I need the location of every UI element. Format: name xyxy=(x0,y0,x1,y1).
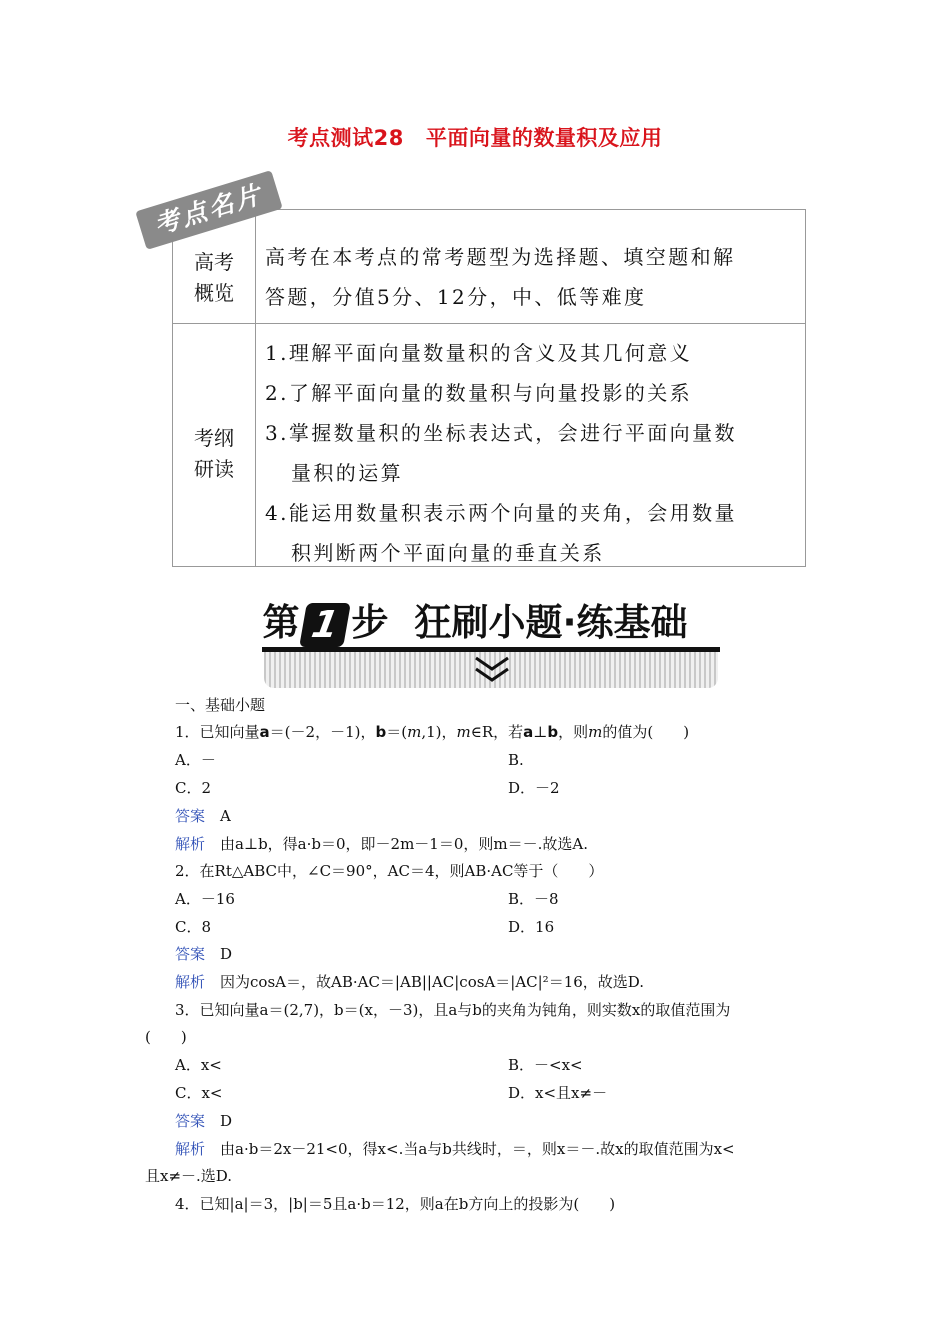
content-line: 量积的运算 xyxy=(291,461,403,485)
content-line: 答题，分值5分、12分，中、低等难度 xyxy=(265,285,647,309)
row-overview-content xyxy=(265,237,799,317)
content-line: 2.了解平面向量的数量积与向量投影的关系 xyxy=(265,381,693,405)
question-2-explanation xyxy=(175,972,644,992)
explanation-label: 解析 xyxy=(175,835,206,853)
question-1-stem xyxy=(175,722,689,742)
question-3-explanation-cont: 且x≠－.选D. xyxy=(145,1167,233,1185)
explanation-label: 解析 xyxy=(175,973,206,991)
text: 1．已知向量 xyxy=(175,723,260,741)
text: 的值为( ) xyxy=(602,723,690,741)
text: ⊥ xyxy=(533,723,548,741)
question-1-option-a: A．－ xyxy=(175,751,216,769)
question-3-stem: 3．已知向量a＝(2,7)，b＝(x，－3)，且a与b的夹角为钝角，则实数x的取值范围为 xyxy=(175,1001,731,1019)
section-badge: 考点名片 xyxy=(135,170,282,250)
banner-post: 步 xyxy=(351,601,389,644)
head-line: 考纲 xyxy=(194,426,234,450)
explanation-label: 解析 xyxy=(175,1140,206,1158)
head-line: 概览 xyxy=(194,281,234,305)
question-3-option-d: D．x<且x≠－ xyxy=(508,1084,608,1102)
question-3-option-c: C．x< xyxy=(175,1084,223,1102)
answer-label: 答案 xyxy=(175,945,206,963)
text: b xyxy=(547,723,559,741)
content-line: 4.能运用数量积表示两个向量的夹角，会用数量 xyxy=(265,501,737,525)
question-3-explanation xyxy=(175,1139,735,1159)
question-1-option-c: C．2 xyxy=(175,779,212,797)
content-line: 高考在本考点的常考题型为选择题、填空题和解 xyxy=(265,245,736,269)
row-overview xyxy=(173,210,805,324)
question-1-explanation xyxy=(175,834,588,854)
question-2-option-b: B．－8 xyxy=(508,890,559,908)
text: a xyxy=(523,723,534,741)
title-left: 考点测试28 xyxy=(287,126,404,150)
question-3-stem-cont: ( ) xyxy=(145,1028,187,1046)
text: a xyxy=(259,723,270,741)
title-right: 平面向量的数量积及应用 xyxy=(425,126,663,150)
row-syllabus-head xyxy=(173,423,255,485)
answer-value: D xyxy=(220,1112,233,1130)
question-3-option-b: B．－<x< xyxy=(508,1056,583,1074)
double-chevron-down-icon xyxy=(470,655,514,685)
question-2-option-c: C．8 xyxy=(175,918,212,936)
text: m xyxy=(456,723,471,741)
question-2-option-a: A．－16 xyxy=(175,890,235,908)
page-title xyxy=(0,122,950,152)
text: ＝(－2，－1)， xyxy=(269,723,376,741)
explanation-text: 因为cosA＝，故AB·AC＝|AB||AC|cosA＝|AC|²＝16，故选D. xyxy=(220,973,645,991)
text: m xyxy=(407,723,422,741)
column-divider xyxy=(255,323,256,566)
text: b xyxy=(375,723,387,741)
question-2-stem: 2．在Rt△ABC中，∠C＝90°，AC＝4，则AB·AC等于（ ） xyxy=(175,862,604,880)
answer-value: A xyxy=(220,807,231,825)
text: ＝( xyxy=(386,723,408,741)
question-2-answer xyxy=(175,944,232,964)
question-3-option-a: A．x< xyxy=(175,1056,222,1074)
step-banner xyxy=(0,600,950,647)
question-1-answer xyxy=(175,806,231,826)
row-syllabus xyxy=(173,323,805,566)
banner-pre: 第 xyxy=(262,601,300,644)
explanation-text: 由a⊥b，得a·b＝0，即－2m－1＝0，则m＝－.故选A. xyxy=(220,835,588,853)
column-divider xyxy=(255,210,256,323)
answer-label: 答案 xyxy=(175,1112,206,1130)
question-1-option-d: D．－2 xyxy=(508,779,560,797)
content-line: 积判断两个平面向量的垂直关系 xyxy=(291,541,605,565)
head-line: 高考 xyxy=(194,250,234,274)
section-heading: 一、基础小题 xyxy=(175,696,266,714)
question-2-option-d: D．16 xyxy=(508,918,555,936)
text: m xyxy=(588,723,603,741)
explanation-text: 由a·b＝2x－21<0，得x<.当a与b共线时，＝，则x＝－.故x的取值范围为x< xyxy=(220,1140,735,1158)
banner-text: 狂刷小题·练基础 xyxy=(414,601,688,644)
question-1-option-b: B. xyxy=(508,751,524,769)
row-syllabus-content xyxy=(265,333,799,573)
question-3-answer xyxy=(175,1111,232,1131)
answer-label: 答案 xyxy=(175,807,206,825)
content-line: 1.理解平面向量数量积的含义及其几何意义 xyxy=(265,341,693,365)
step-number: 1 xyxy=(300,603,352,647)
answer-value: D xyxy=(220,945,233,963)
row-overview-head xyxy=(173,247,255,309)
content-line: 3.掌握数量积的坐标表达式，会进行平面向量数 xyxy=(265,421,737,445)
question-4-stem: 4．已知|a|＝3，|b|＝5且a·b＝12，则a在b方向上的投影为( ) xyxy=(175,1195,616,1213)
head-line: 研读 xyxy=(194,457,234,481)
text: ∈R，若 xyxy=(470,723,524,741)
text: ,1)， xyxy=(421,723,457,741)
text: ，则 xyxy=(558,723,589,741)
info-table xyxy=(172,209,806,567)
